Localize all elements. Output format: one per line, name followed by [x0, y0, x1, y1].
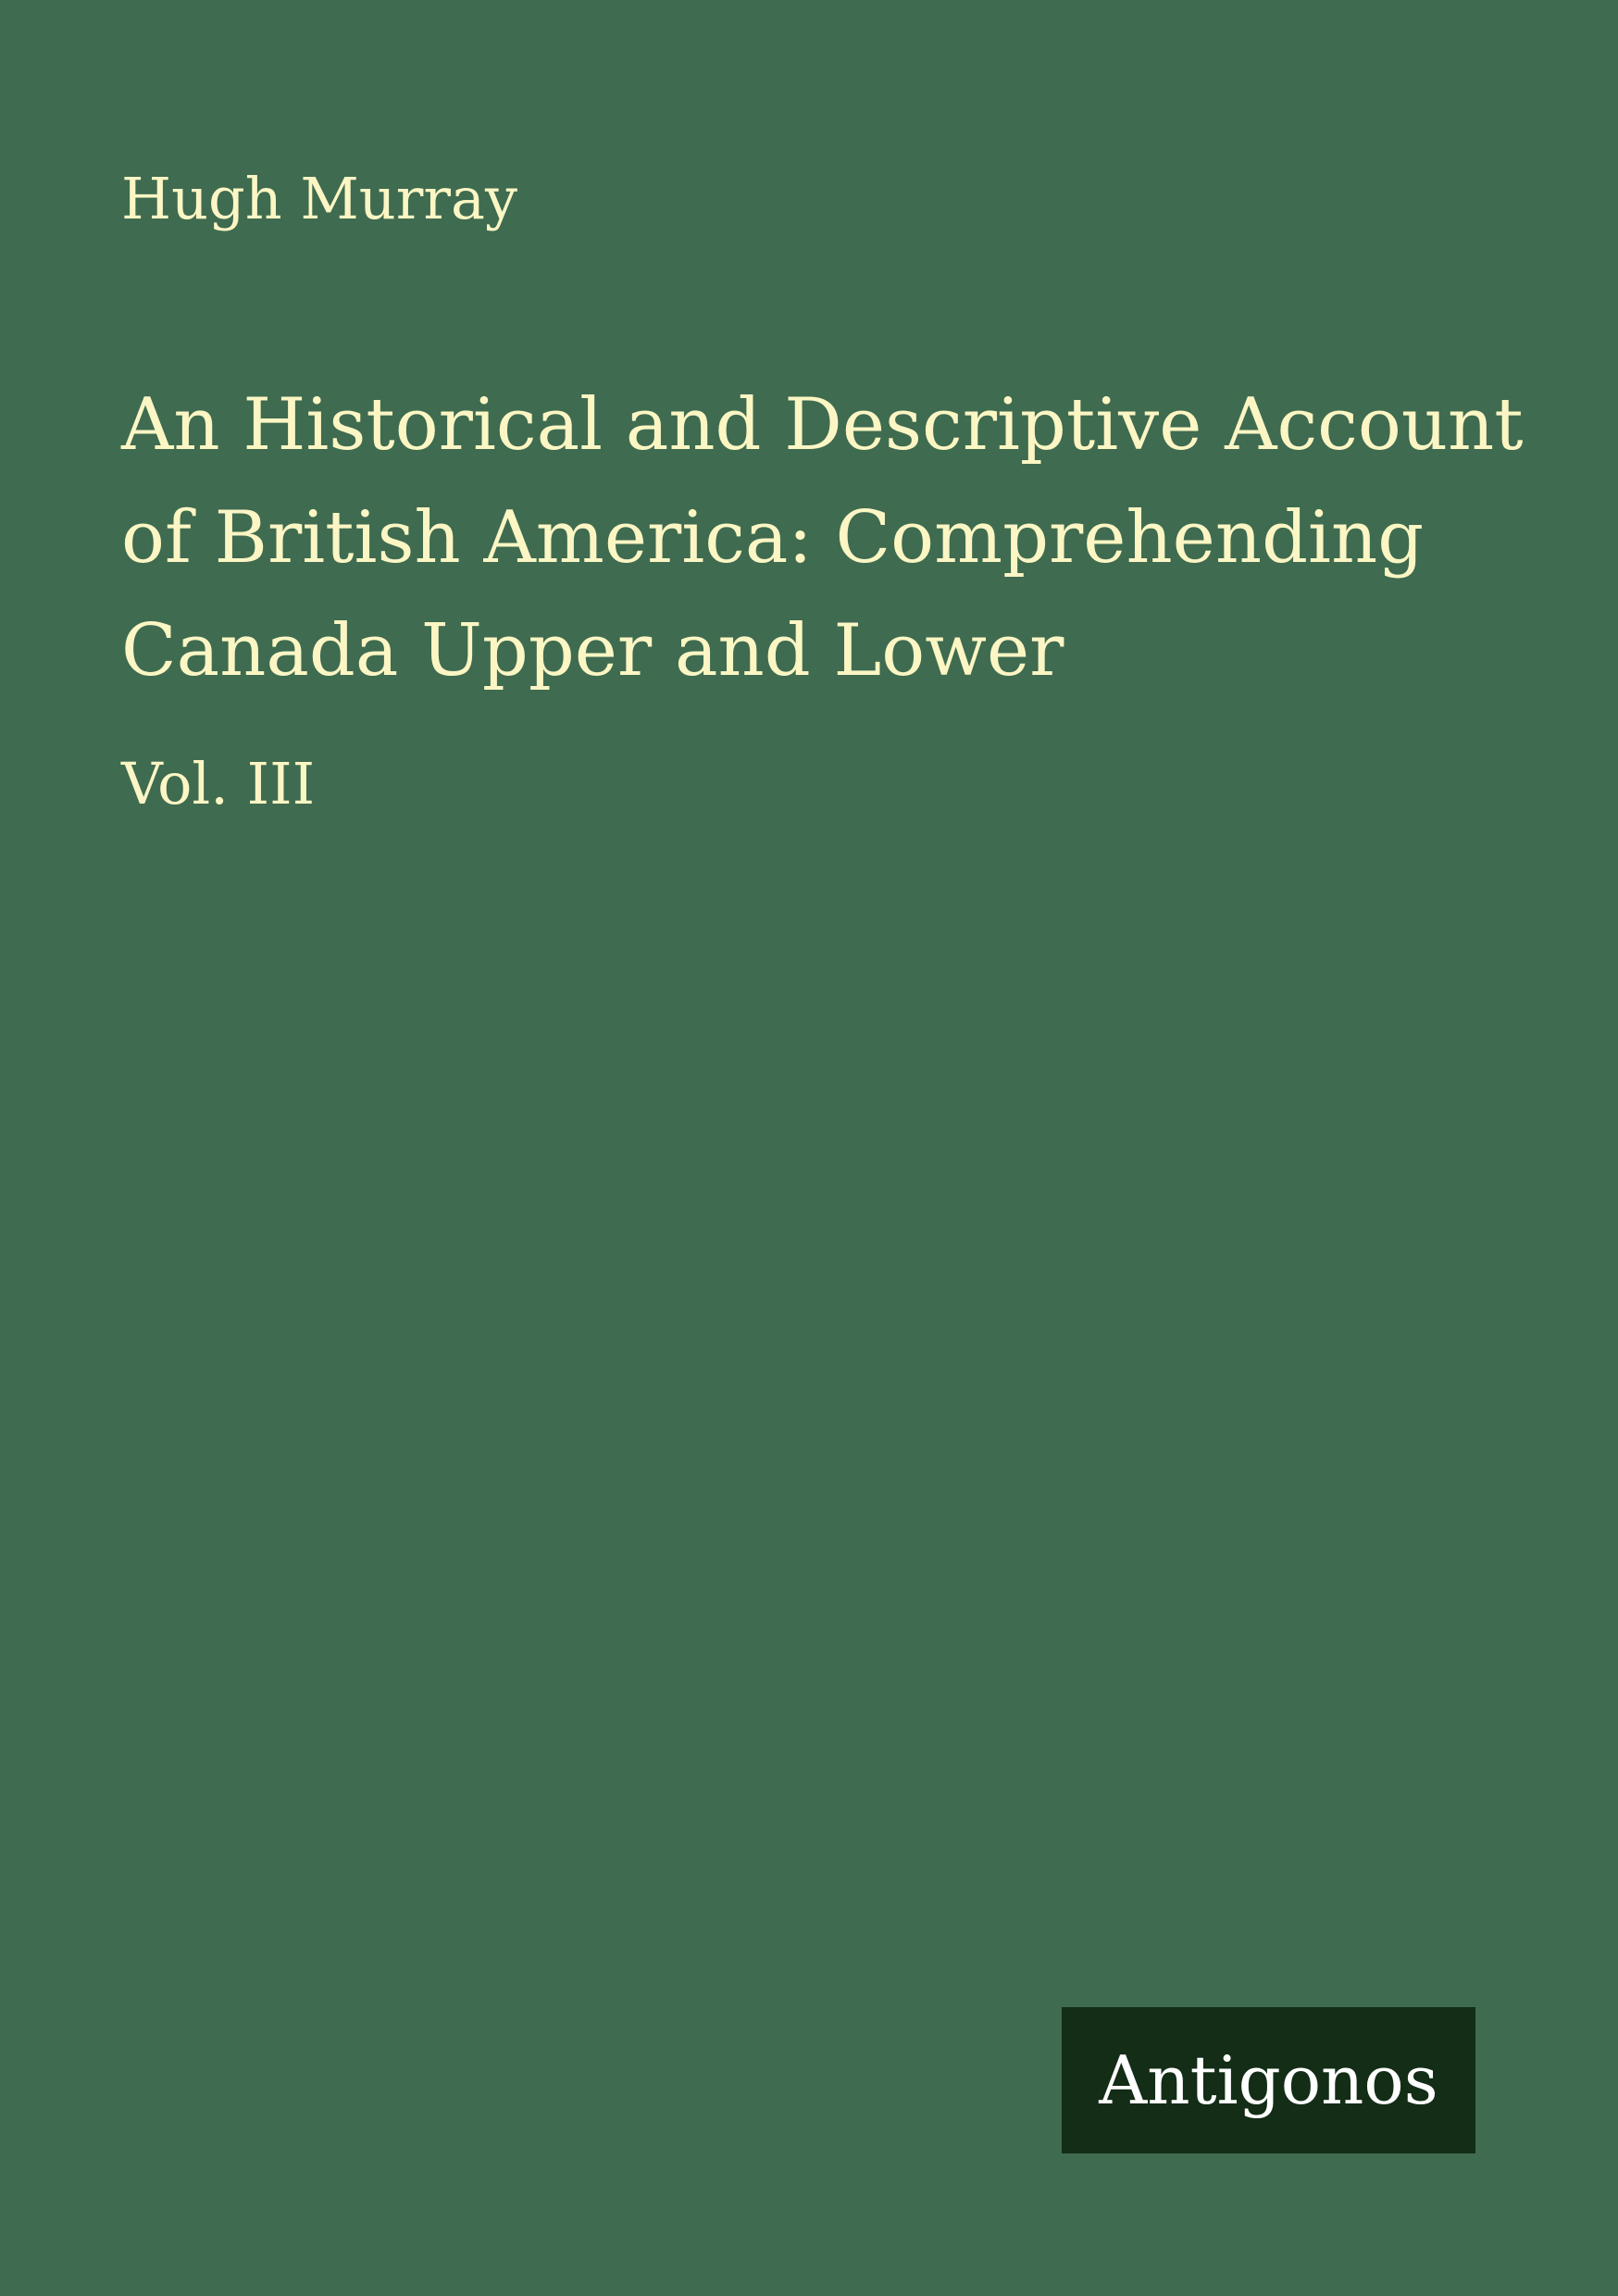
- title-line-2: of British America: Comprehending: [121, 496, 1425, 580]
- publisher-logo: [1062, 2007, 1475, 2153]
- book-title: [121, 368, 1565, 707]
- title-line-3: Canada Upper and Lower: [121, 609, 1064, 693]
- volume-label: Vol. III: [121, 750, 316, 817]
- author-name: Hugh Murray: [121, 165, 518, 232]
- publisher-name: Antigonos: [1099, 2041, 1438, 2119]
- title-line-1: An Historical and Descriptive Account: [121, 383, 1524, 467]
